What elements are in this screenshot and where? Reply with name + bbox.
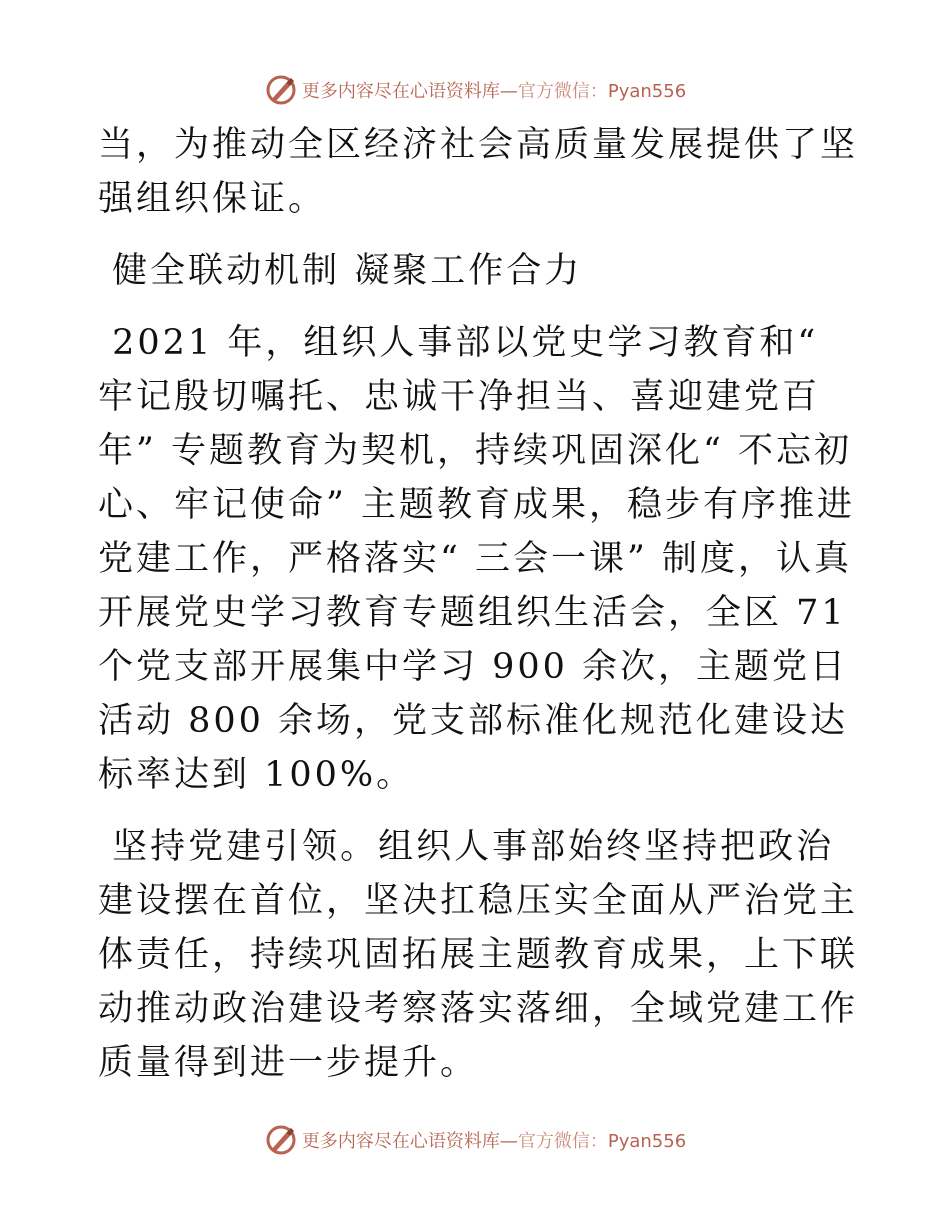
- banner-text: [302, 77, 686, 103]
- pen-circle-logo-icon: [264, 1123, 298, 1157]
- footer-watermark-banner: [0, 1120, 950, 1160]
- paragraph: 2021 年，组织人事部以党史学习教育和“ 牢记殷切嘱托、忠诚干净担当、喜迎建党百年” 专题教育为契机，持续巩固深化“ 不忘初心、牢记使命” 主题教育成果，稳步有序推进党建工作，严格落实“ 三会一课” 制度，认真开展党史学习教育专题组织生活会，全区 71 个党支部开展集中学习 900 余次，主题党日活动 800 余场，党支部标准化规范化建设达标率达到 100%。: [98, 323, 861, 795]
- wechat-id: Pyan556: [607, 81, 687, 102]
- banner-slogan: 更多内容尽在心语资料库: [301, 81, 500, 102]
- wechat-label: 官方微信：: [517, 1131, 608, 1152]
- section-heading: 健全联动机制 凝聚工作合力: [98, 251, 583, 291]
- banner-slogan: 更多内容尽在心语资料库: [301, 1131, 500, 1152]
- banner-text: [302, 1127, 686, 1153]
- wechat-label: 官方微信：: [517, 81, 608, 102]
- document-body: [98, 118, 861, 1108]
- wechat-id: Pyan556: [607, 1131, 687, 1152]
- paragraph: 当，为推动全区经济社会高质量发展提供了坚强组织保证。: [98, 125, 859, 219]
- banner-dash: —: [499, 1131, 518, 1152]
- paragraph: 坚持党建引领。组织人事部始终坚持把政治建设摆在首位，坚决扛稳压实全面从严治党主体责任，持续巩固拓展主题教育成果，上下联动推动政治建设考察落实落细，全域党建工作质量得到进一步提升。: [98, 827, 859, 1083]
- banner-dash: —: [499, 81, 518, 102]
- header-watermark-banner: [0, 70, 950, 110]
- pen-circle-logo-icon: [264, 73, 298, 107]
